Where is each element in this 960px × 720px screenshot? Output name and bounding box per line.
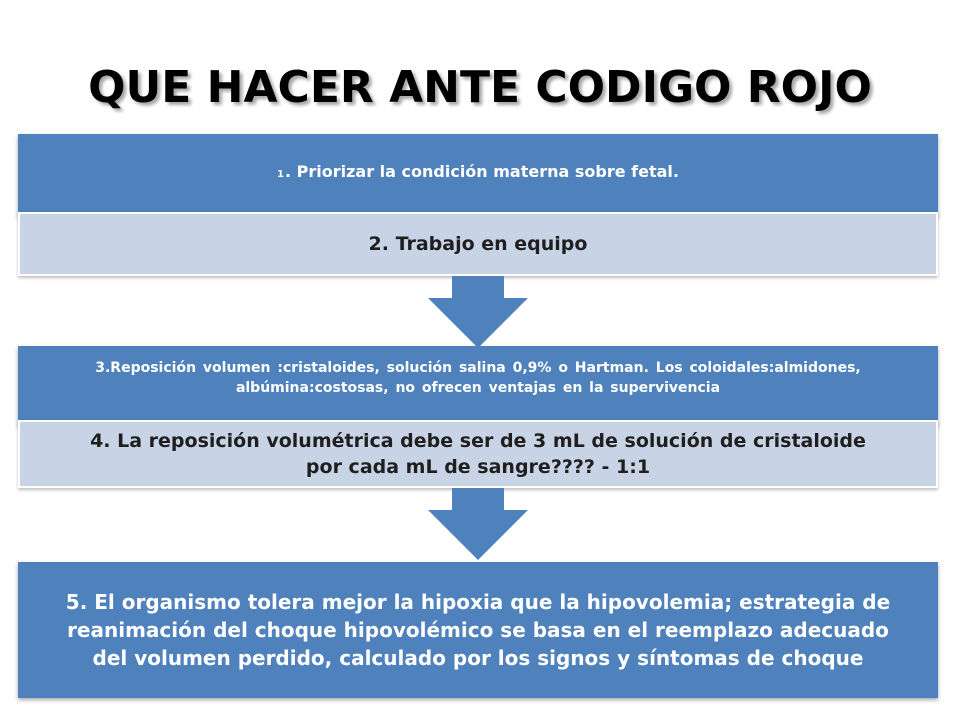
down-arrow-1-icon [428, 298, 528, 348]
step-4-text: 4. La reposición volumétrica debe ser de 3 mL de solución de cristaloide por cada mL de sangre???? - 1:1 [90, 430, 866, 478]
step-5-text: 5. El organismo tolera mejor la hipoxia que la hipovolemia; estrategia de reanimación del choque hipovolémico se basa en el reemplazo adecuado del volumen perdido, calculado por los signos y síntomas de choque [65, 590, 891, 670]
step-4-box [18, 420, 938, 488]
slide-title: QUE HACER ANTE CODIGO ROJO [88, 62, 872, 113]
step-1-text: . Priorizar la condición materna sobre fetal. [284, 161, 679, 181]
down-arrow-2-icon [428, 510, 528, 560]
step-5-box [18, 562, 938, 698]
step-2-box [18, 212, 938, 276]
step-3-box [18, 346, 938, 426]
step-1-box [18, 134, 938, 216]
step-2-text: 2. Trabajo en equipo [368, 233, 588, 255]
step-1-number: 1 [277, 168, 284, 180]
step-3-text: 3.Reposición volumen :cristaloides, solución salina 0,9% o Hartman. Los coloidales:almidones, albúmina:costosas, no ofrecen ventajas en la supervivencia [95, 360, 861, 396]
